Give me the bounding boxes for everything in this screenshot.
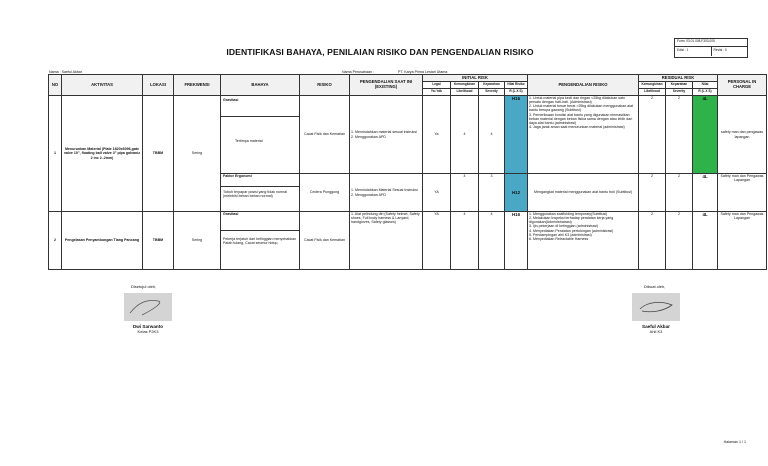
sub-rlxs: R (L X S) — [505, 89, 528, 96]
sub-ya-tdk: Ya / tdk — [423, 89, 451, 96]
signature-image — [124, 293, 172, 321]
hazard-cell — [221, 96, 300, 174]
col-initial-risk: INITIAL RISK — [423, 75, 528, 82]
residual-risk-value: 4L — [693, 96, 718, 174]
severity-cell: 3 — [479, 174, 505, 212]
form-number: Form: 03.01.008.F303.005 — [675, 39, 747, 47]
initial-risk-value: H12 — [505, 174, 528, 212]
approved-by-label: Disetujui oleh, — [131, 284, 157, 289]
personal-cell: safety man dan pengawas lapangan — [718, 96, 767, 174]
existing-control-cell: 1. Memindahkan Material Sesuai Instruksi 2. Menggunakan APD — [350, 174, 423, 212]
col-residual-risk: RESIDUAL RISK — [639, 75, 718, 82]
hazard-cell — [221, 212, 300, 270]
sub-res-keparahan: Keparahan — [666, 82, 693, 89]
revision: Revisi : 0 — [713, 48, 727, 52]
col-frekwensi: FREKWENSI — [174, 75, 221, 96]
initial-risk-value: H16 — [505, 96, 528, 174]
table-row — [49, 212, 767, 270]
risk-control-cell: 1. Menggunakan scaffolding temporary(Subtitusi) 2. Melakukan Inspeksi terhadap peralatan kerja yang digunakan(Administratrasi) 3. Ijin pekerjaan di ketinggian (administrasi) 4. Menyediakan Peralatan pertolongan (administrasi) 5. Pendampingan ahli K3 (administrasi) 6. Menyediakan Retractable Harness — [528, 212, 639, 270]
likelihood-cell: 4 — [451, 96, 479, 174]
approver-name: Dwi Sarwanto — [132, 324, 164, 329]
sub-res-kemungkinan: Kemungkinan — [639, 82, 666, 89]
col-risiko: RISIKO — [300, 75, 350, 96]
residual-likelihood: 2 — [639, 212, 666, 270]
residual-likelihood: 2 — [639, 96, 666, 174]
severity-cell: 4 — [479, 96, 505, 174]
col-no: NO — [49, 75, 62, 96]
row-no: 2 — [49, 212, 62, 270]
legal-cell: YA — [423, 212, 451, 270]
risk-cell: Cacat Fisik dan Kematian — [300, 212, 350, 270]
personal-cell: Safety man dan Pengawas Lapangan — [718, 174, 767, 212]
residual-severity: 2 — [666, 174, 693, 212]
created-by-label: Dibuat oleh, — [644, 284, 666, 289]
likelihood-cell: 4 — [451, 174, 479, 212]
risk-cell: Cedera Punggung — [300, 174, 350, 212]
existing-control-cell: 1. Alat pelindung diri (Safety helmet, Safety shoes, Full body harness & Lanyard, handgloves, Safety glasses) — [350, 212, 423, 270]
hazard-title: Gravitasi — [221, 212, 299, 231]
row-location: TBBM — [143, 212, 174, 270]
author-name: Nama : Saeful Akbar — [49, 70, 82, 74]
sub-res-nilai: Nilai — [693, 82, 718, 89]
edition: Edisi : 1 — [675, 47, 712, 56]
sub-legal: Legal — [423, 82, 451, 89]
sub-severity: Severity — [479, 89, 505, 96]
signature-image — [632, 293, 680, 321]
risk-assessment-table — [48, 74, 767, 270]
col-risk-control: PENGENDALIAN RISIKO — [528, 75, 639, 96]
initial-risk-value: H16 — [505, 212, 528, 270]
residual-likelihood: 2 — [639, 174, 666, 212]
sub-res-rlxs: R (L X S) — [693, 89, 718, 96]
row-frequency: Sering — [174, 212, 221, 270]
creator-role: Ahli K3 — [649, 329, 663, 334]
approval-signature-block — [108, 284, 188, 334]
sub-res-likelihood: Likelihood — [639, 89, 666, 96]
creator-name: Saeful Akbar — [642, 324, 670, 329]
row-activity: Pengelasan Penyambungan Tiang Pancang — [62, 212, 143, 270]
table-row — [49, 96, 767, 174]
col-existing-control: PENGENDALIAN SAAT INI (EXISTING) — [350, 75, 423, 96]
legal-cell: YA — [423, 174, 451, 212]
creator-signature-block — [616, 284, 696, 334]
sub-likelihood: Likelihood — [451, 89, 479, 96]
risk-control-cell: Mengangkat material menggunakan alat bantu troli (Subtitusi) — [528, 174, 639, 212]
residual-severity: 2 — [666, 212, 693, 270]
hazard-desc: Pekerja terjatuh dari ketinggian menyebabkan Patah tulang, Cacat seumur hidup, — [223, 237, 297, 246]
row-activity: Menurunkan Material (Plate 1820x6096,gate valve 10", floating ball valve 3" pipa galvaniz 2 inc 2..2mm) — [62, 96, 143, 212]
row-frequency: Sering — [174, 96, 221, 212]
hazard-title: Faktor Ergonomi — [221, 174, 299, 187]
sub-kemungkinan: Kemungkinan — [451, 82, 479, 89]
page-number: Halaman 1 / 1 — [723, 440, 746, 444]
residual-risk-value: 4L — [693, 174, 718, 212]
likelihood-cell: 4 — [451, 212, 479, 270]
residual-severity: 2 — [666, 96, 693, 174]
row-no: 1 — [49, 96, 62, 212]
sub-res-severity: Severity — [666, 89, 693, 96]
personal-cell: Safety man dan Pengawas Lapangan — [718, 212, 767, 270]
sub-nilai-risiko: Nilai Risiko — [505, 82, 528, 89]
col-personal-in-charge: PERSONAL IN CHARGE — [718, 75, 767, 96]
existing-control-cell: 1. Memindahkan material sesuai instruksi 2. Menggunakan APD — [350, 96, 423, 174]
col-bahaya: BAHAYA — [221, 75, 300, 96]
document-title: IDENTIFIKASI BAHAYA, PENILAIAN RISIKO DAN PENGENDALIAN RISIKO — [226, 47, 534, 57]
risk-control-cell: 1. Untuk material pipa kecil dan ringan <25kg dilakukan satu persatu dengan hati-hati. (Administrasi) 2. Untuk material besar berat >25kg dilakukan menggunakan alat bantu berupa gawang (Subtitusi) 3. Pemeriksaan kondisi alat bantu yang digunakan memastikan beban material dengan beban fisika sama dengan atau lebih dari daya alat bantu (administrasi) 4. Jaga jarak aman saat menurunkan material (administrasi) — [528, 96, 639, 174]
company-name: PT. Karya Prima Lestari Utama — [398, 70, 448, 74]
sub-keparahan: Keparahan — [479, 82, 505, 89]
hazard-title: Gravitasi — [221, 96, 299, 117]
row-location: TBBM — [143, 96, 174, 212]
company-label: Nama Perusahaan : — [342, 70, 374, 74]
severity-cell: 4 — [479, 212, 505, 270]
risk-cell: Cacat Fisik dan Kematian — [300, 96, 350, 174]
hazard-cell — [221, 174, 300, 212]
hazard-desc: Tertimpa material — [235, 139, 263, 144]
legal-cell: Ya — [423, 96, 451, 174]
col-aktivitas: AKTIVITAS — [62, 75, 143, 96]
form-info-box — [674, 38, 748, 58]
approver-role: Kelas P2K3 — [137, 329, 159, 334]
col-lokasi: LOKASI — [143, 75, 174, 96]
residual-risk-value: 4L — [693, 212, 718, 270]
hazard-desc: Tubuh terpapar posisi yang tidak normal (melebihi beban beban normal) — [223, 190, 287, 199]
